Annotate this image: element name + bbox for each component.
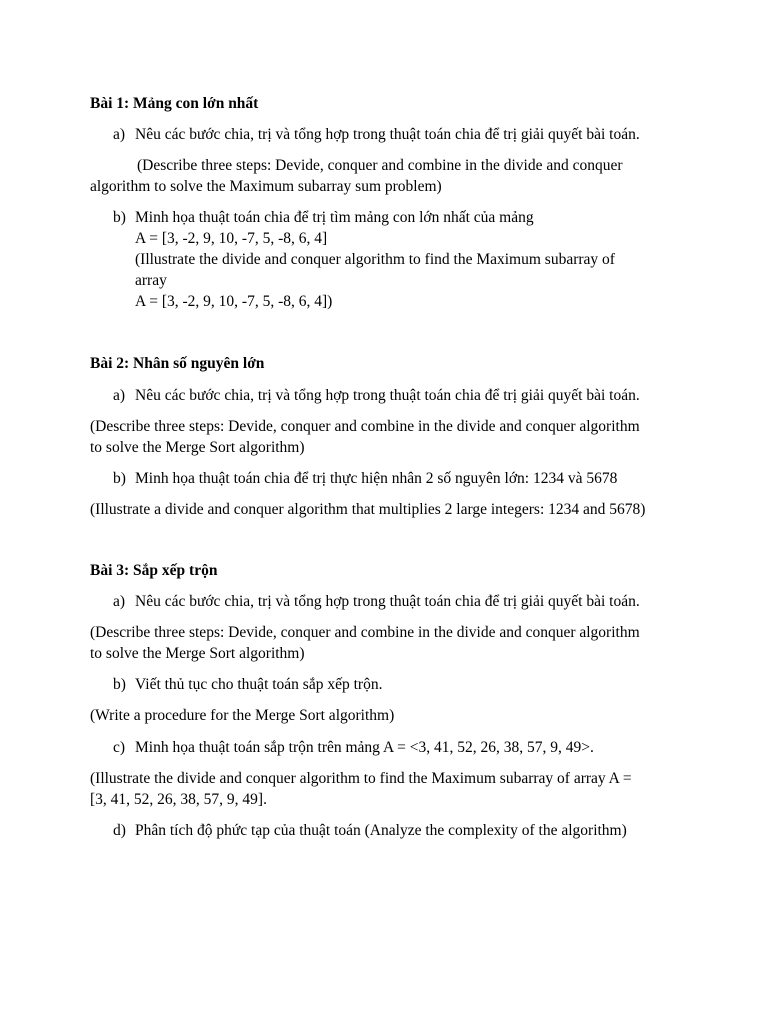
exercise-1-item-a [113, 124, 640, 145]
exercise-2-item-a-en-line1: (Describe three steps: Devide, conquer and combine in the divide and conquer algorithm [90, 418, 640, 435]
item-text: Phân tích độ phức tạp của thuật toán (Analyze the complexity of the algorithm) [135, 822, 627, 839]
item-label: b) [113, 676, 126, 693]
item-text: Minh họa thuật toán chia để trị thực hiện nhân 2 số nguyên lớn: 1234 và 5678 [135, 470, 618, 487]
exercise-3-item-a-en-line1: (Describe three steps: Devide, conquer and combine in the divide and conquer algorithm [90, 624, 640, 641]
exercise-1-title: Bài 1: Mảng con lớn nhất [90, 95, 259, 112]
item-text: Viết thủ tục cho thuật toán sắp xếp trộn. [135, 676, 383, 693]
exercise-1-item-a-en-line1: (Describe three steps: Devide, conquer and combine in the divide and conquer [137, 157, 623, 174]
exercise-2-item-b-en: (Illustrate a divide and conquer algorithm that multiplies 2 large integers: 1234 and 5678) [90, 501, 646, 518]
exercise-3-item-c-en-line1: (Illustrate the divide and conquer algorithm to find the Maximum subarray of array A = [90, 770, 632, 787]
item-label: b) [113, 470, 126, 487]
item-text: Nêu các bước chia, trị và tổng hợp trong thuật toán chia để trị giải quyết bài toán. [135, 593, 640, 610]
exercise-3-item-b-en: (Write a procedure for the Merge Sort algorithm) [90, 707, 395, 724]
exercise-3-item-b [113, 674, 382, 695]
exercise-3-item-a [113, 591, 640, 612]
exercise-1-item-b-en-line2: array [135, 272, 167, 289]
exercise-1-item-b [113, 207, 534, 228]
exercise-2-item-a [113, 385, 640, 406]
exercise-2-item-b [113, 468, 617, 489]
exercise-1-item-a-en-line2: algorithm to solve the Maximum subarray sum problem) [90, 178, 442, 195]
item-label: d) [113, 822, 126, 839]
exercise-1-item-b-array: A = [3, -2, 9, 10, -7, 5, -8, 6, 4] [135, 230, 328, 247]
item-label: b) [113, 209, 126, 226]
exercise-1-item-b-en-line1: (Illustrate the divide and conquer algorithm to find the Maximum subarray of [135, 251, 615, 268]
exercise-1-item-b-en-line3: A = [3, -2, 9, 10, -7, 5, -8, 6, 4]) [135, 293, 333, 310]
item-text: Minh họa thuật toán chia để trị tìm mảng con lớn nhất của mảng [135, 209, 534, 226]
exercise-3-item-d [113, 820, 627, 841]
item-label: a) [113, 387, 126, 404]
item-label: a) [113, 126, 126, 143]
exercise-3-item-c [113, 737, 594, 758]
exercise-2-item-a-en-line2: to solve the Merge Sort algorithm) [90, 439, 305, 456]
exercise-3-item-c-en-line2: [3, 41, 52, 26, 38, 57, 9, 49]. [90, 791, 267, 808]
item-text: Minh họa thuật toán sắp trộn trên mảng A = <3, 41, 52, 26, 38, 57, 9, 49>. [135, 739, 594, 756]
exercise-3-item-a-en-line2: to solve the Merge Sort algorithm) [90, 645, 305, 662]
item-text: Nêu các bước chia, trị và tổng hợp trong thuật toán chia để trị giải quyết bài toán. [135, 387, 640, 404]
item-label: c) [113, 739, 126, 756]
exercise-2-title: Bài 2: Nhân số nguyên lớn [90, 355, 265, 372]
item-label: a) [113, 593, 126, 610]
exercise-3-title: Bài 3: Sắp xếp trộn [90, 562, 218, 579]
item-text: Nêu các bước chia, trị và tổng hợp trong thuật toán chia để trị giải quyết bài toán. [135, 126, 640, 143]
